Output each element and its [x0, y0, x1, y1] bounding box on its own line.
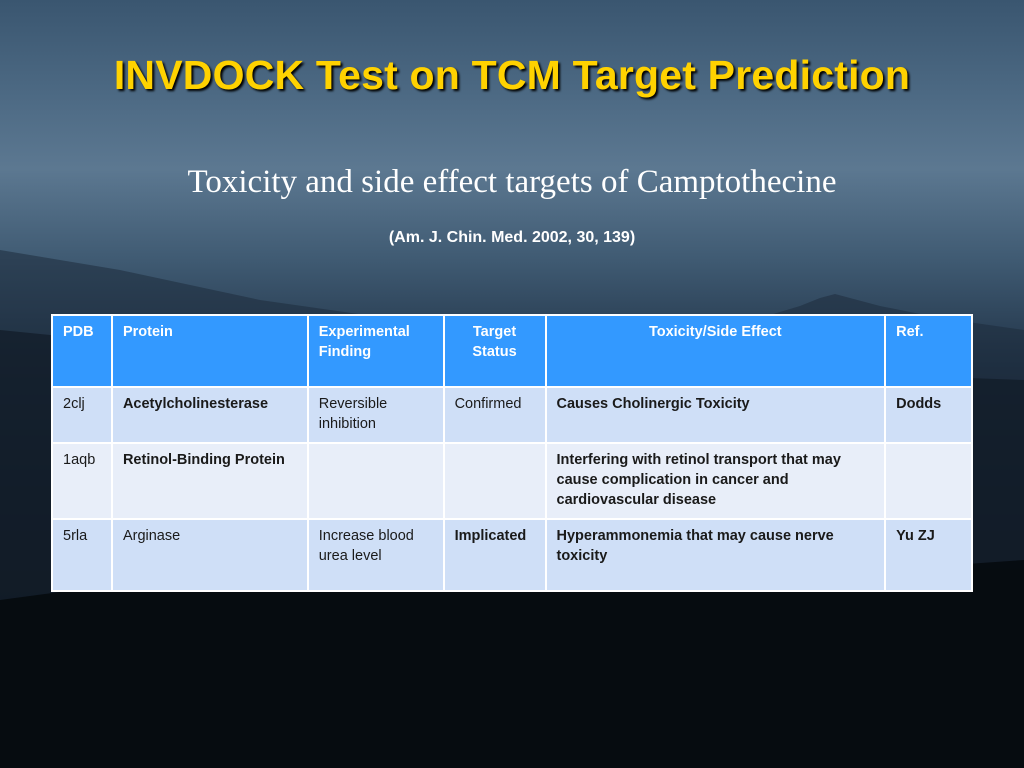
cell-ref: [885, 443, 972, 519]
slide-subtitle: Toxicity and side effect targets of Camptothecine: [187, 164, 837, 200]
cell-effect: Causes Cholinergic Toxicity: [546, 387, 886, 443]
header-ref: Ref.: [885, 315, 972, 387]
cell-ref: Yu ZJ: [885, 519, 972, 591]
cell-status: Implicated: [444, 519, 546, 591]
cell-pdb: 2clj: [52, 387, 112, 443]
cell-status: Confirmed: [444, 387, 546, 443]
header-target-status: Target Status: [444, 315, 546, 387]
table-row: [52, 519, 972, 591]
table-header-row: [52, 315, 972, 387]
cell-finding: Increase blood urea level: [308, 519, 444, 591]
header-pdb: PDB: [52, 315, 112, 387]
cell-pdb: 1aqb: [52, 443, 112, 519]
cell-finding: Reversible inhibition: [308, 387, 444, 443]
cell-effect: Interfering with retinol transport that may cause complication in cancer and cardiovascular disease: [546, 443, 886, 519]
header-toxicity-effect: Toxicity/Side Effect: [546, 315, 886, 387]
cell-status: [444, 443, 546, 519]
header-experimental-finding: Experimental Finding: [308, 315, 444, 387]
cell-effect: Hyperammonemia that may cause nerve toxicity: [546, 519, 886, 591]
cell-ref: Dodds: [885, 387, 972, 443]
header-protein: Protein: [112, 315, 308, 387]
targets-table: [51, 314, 973, 592]
cell-protein: Arginase: [112, 519, 308, 591]
table-row: [52, 443, 972, 519]
cell-finding: [308, 443, 444, 519]
citation: (Am. J. Chin. Med. 2002, 30, 139): [388, 229, 636, 246]
cell-protein: Retinol-Binding Protein: [112, 443, 308, 519]
cell-pdb: 5rla: [52, 519, 112, 591]
slide-title: INVDOCK Test on TCM Target Prediction: [113, 52, 911, 98]
cell-protein: Acetylcholinesterase: [112, 387, 308, 443]
table-row: [52, 387, 972, 443]
